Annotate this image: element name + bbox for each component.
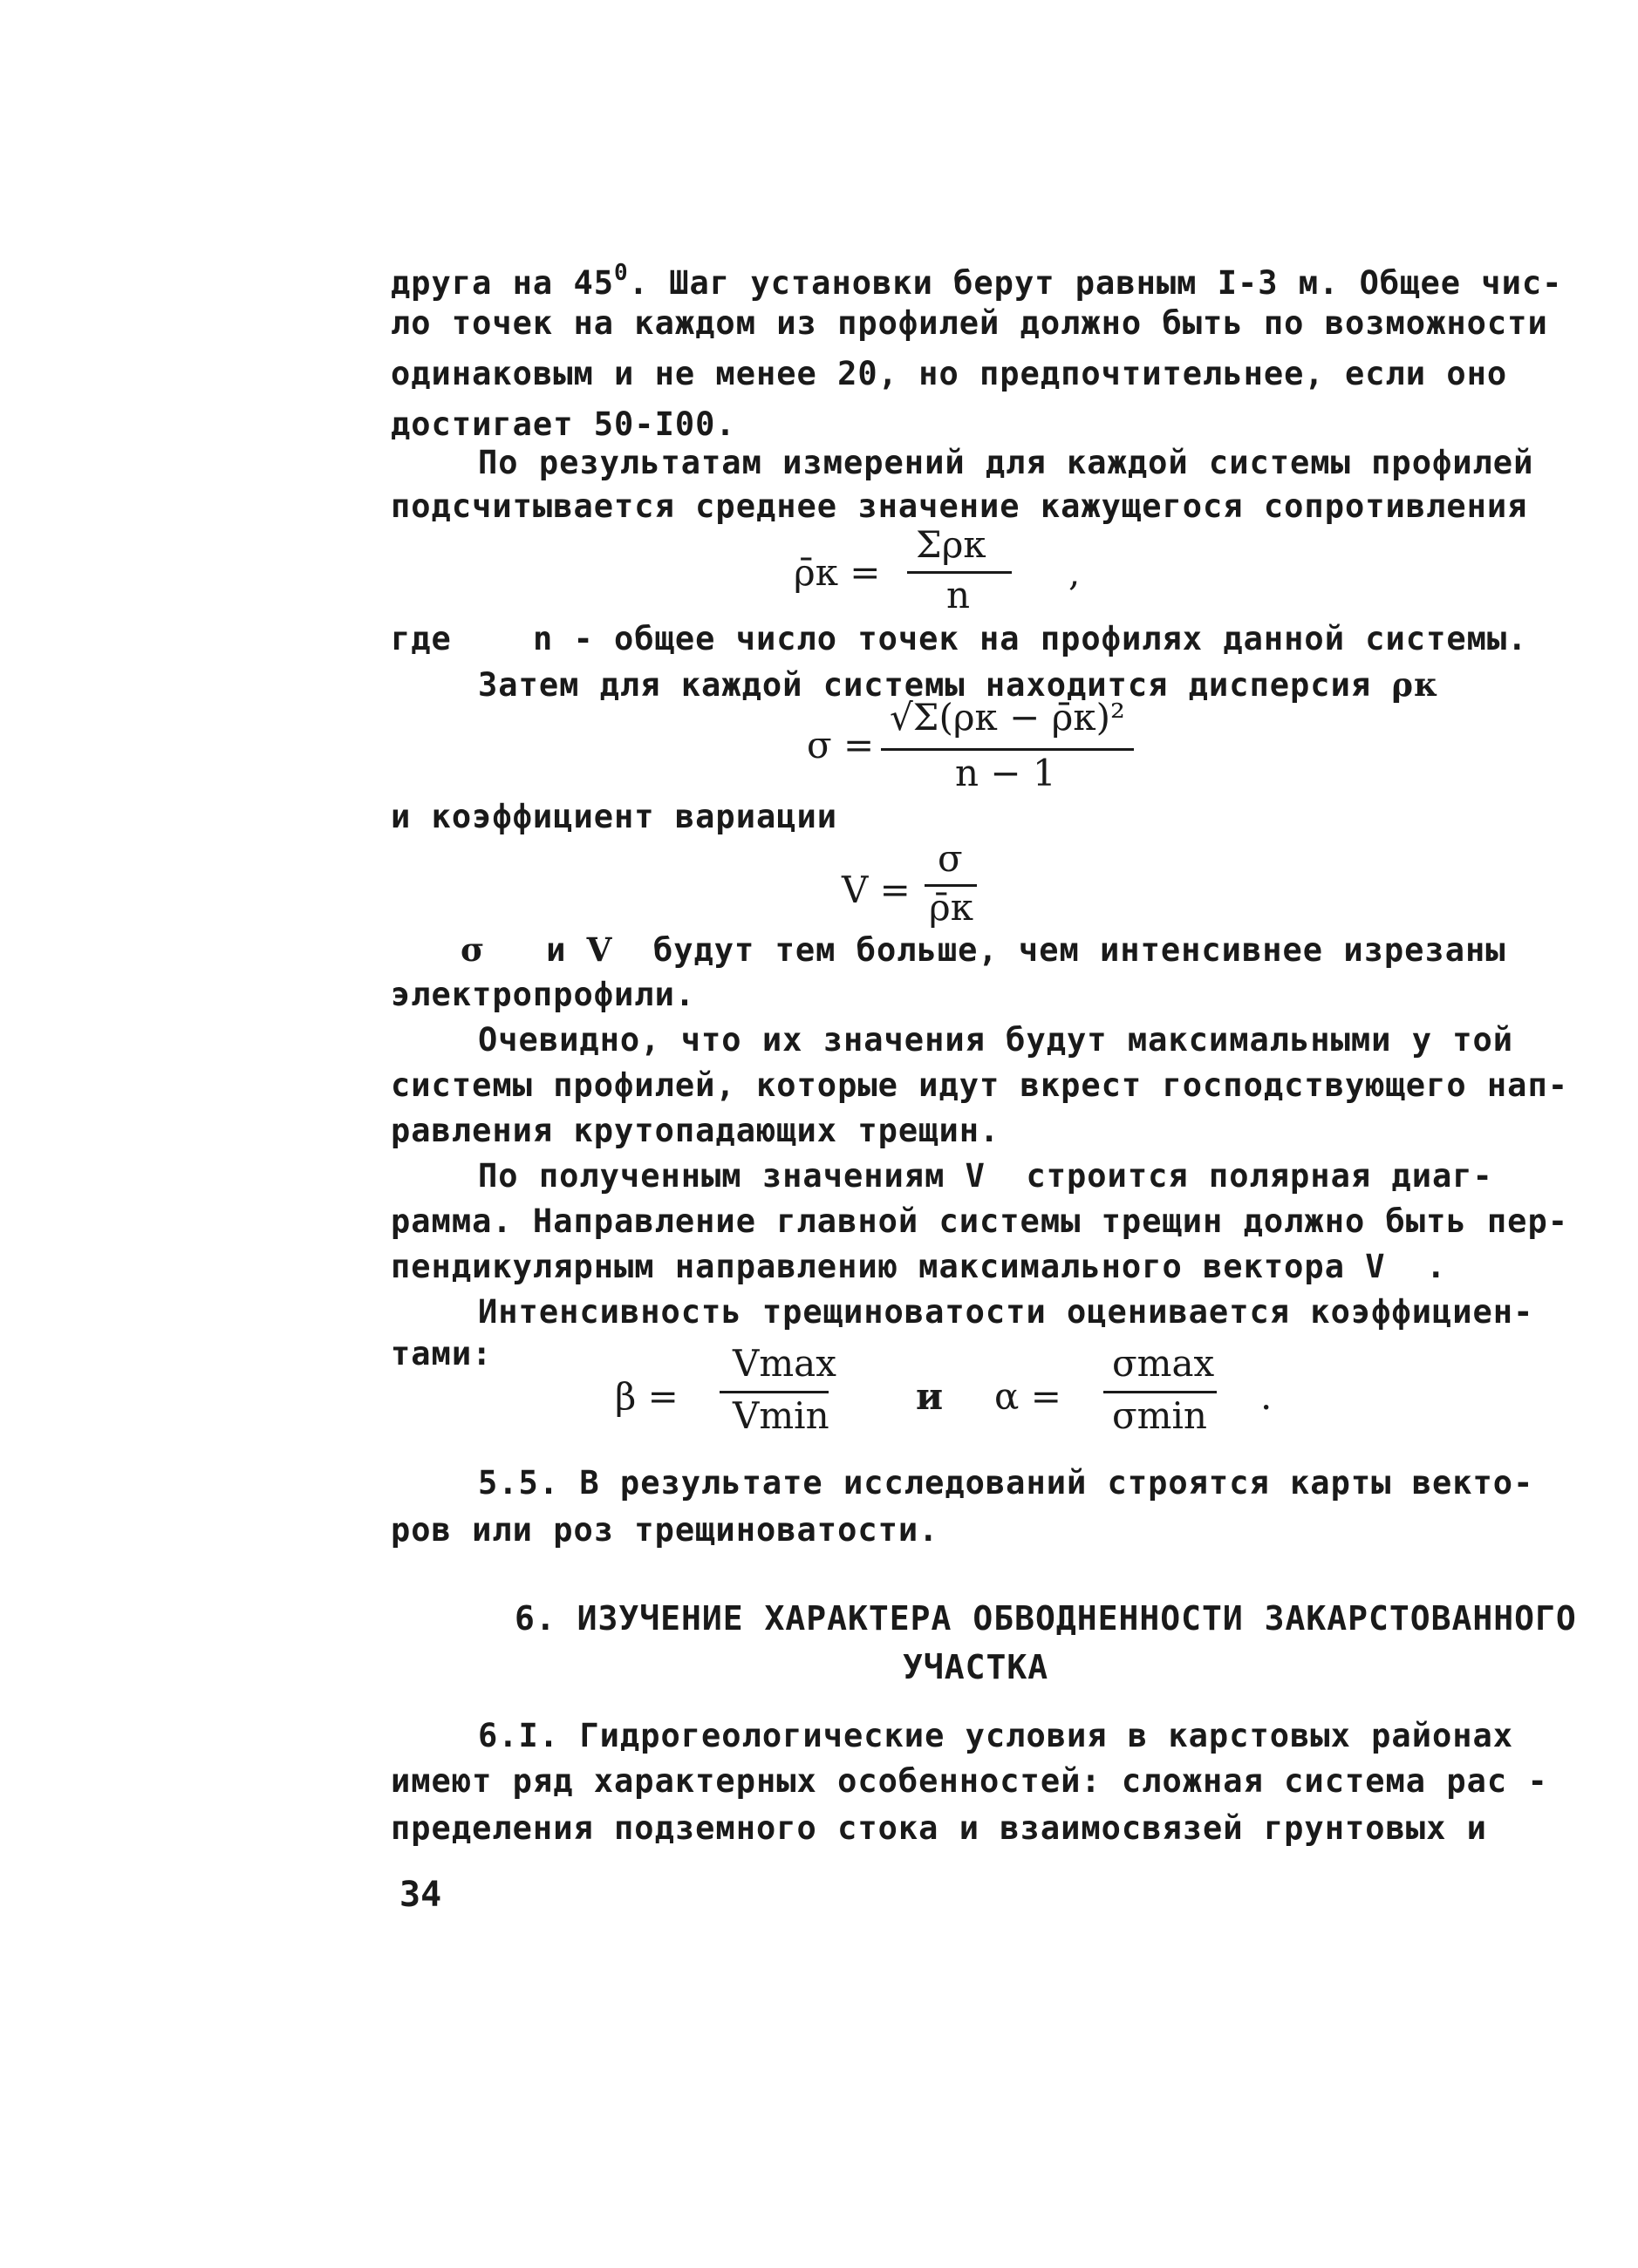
formula-conjunction: и — [916, 1375, 944, 1418]
text-line: подсчитывается среднее значение кажущегося сопротивления — [391, 487, 1528, 525]
text-line: системы профилей, которые идут вкрест господствующего нап- — [391, 1066, 1569, 1104]
formula-beta-denominator: Vmin — [733, 1394, 829, 1437]
formula-alpha-denominator: σmin — [1112, 1394, 1207, 1437]
text-line: Интенсивность трещиноватости оценивается коэффициен- — [478, 1293, 1534, 1331]
fraction-bar — [720, 1391, 829, 1393]
formula-numerator: σ — [938, 837, 963, 880]
formula-variation — [837, 835, 1047, 940]
text-line: 5.5. В результате исследований строятся карты векто- — [478, 1464, 1534, 1502]
formula-mean-resistivity — [785, 523, 1134, 619]
formula-lhs: V = — [842, 868, 911, 911]
text-line: тами: — [391, 1335, 493, 1372]
fraction-bar — [881, 748, 1134, 751]
formula-numerator: √Σ(ρк − ρ̄к)² — [890, 696, 1125, 739]
formula-period: . — [1260, 1375, 1273, 1418]
text-line: пендикулярным направлению максимального вектора V . — [391, 1248, 1447, 1285]
formula-alpha-numerator: σmax — [1112, 1342, 1215, 1385]
formula-denominator: n − 1 — [955, 752, 1056, 794]
formula-lhs: σ = — [807, 724, 875, 766]
formula-lhs: ρ̄к = — [794, 551, 881, 594]
page-number: 34 — [399, 1875, 442, 1915]
formula-dispersion — [802, 691, 1151, 795]
text-line: Очевидно, что их значения будут максимальными у той — [478, 1021, 1514, 1059]
text-line: ров или роз трещиноватости. — [391, 1511, 939, 1549]
text-line: По результатам измерений для каждой системы профилей — [478, 444, 1534, 481]
text-line: одинаковым и не менее 20, но предпочтительнее, если оно — [391, 355, 1508, 392]
formula-denominator: ρ̄к — [929, 886, 973, 929]
formula-beta-numerator: Vmax — [733, 1342, 836, 1385]
formula-comma: , — [1068, 551, 1081, 594]
text-line: достигает 50-I00. — [391, 405, 736, 443]
text-line: имеют ряд характерных особенностей: сложная система рас - — [391, 1762, 1548, 1800]
text-line: 6.I. Гидрогеологические условия в карстовых районах — [478, 1717, 1514, 1754]
formula-numerator: Σρк — [916, 523, 986, 566]
formula-denominator: n — [946, 574, 971, 616]
formula-intensity-coefficients — [611, 1338, 1308, 1452]
formula-beta-lhs: β = — [615, 1375, 679, 1418]
text-line: и коэффициент вариации — [391, 798, 838, 835]
text-line: равления крутопадающих трещин. — [391, 1112, 1000, 1149]
section-heading: 6. ИЗУЧЕНИЕ ХАРАКТЕРА ОБВОДНЕННОСТИ ЗАКАРСТОВАННОГО — [515, 1599, 1577, 1638]
text-line: электропрофили. — [391, 976, 696, 1013]
formula-alpha-lhs: α = — [994, 1375, 1061, 1418]
text-line: По полученным значениям V строится полярная диаг- — [478, 1157, 1493, 1195]
text-line: пределения подземного стока и взаимосвязей грунтовых и — [391, 1809, 1487, 1847]
text-line: ло точек на каждом из профилей должно быть по возможности — [391, 304, 1548, 342]
text-line: друга на $45^0$. Шаг установки берут равным I-3 м. Общее чис- — [391, 260, 1563, 302]
fraction-bar — [1103, 1391, 1217, 1393]
text-line: где n - общее число точек на профилях данной системы. — [391, 620, 1528, 657]
section-heading-continued: УЧАСТКА — [903, 1648, 1049, 1686]
text-line: σ и V будут тем больше, чем интенсивнее изрезаны — [461, 930, 1506, 969]
text-line: Затем для каждой системы находится дисперсия ρк — [478, 665, 1438, 704]
text-line: рамма. Направление главной системы трещин должно быть пер- — [391, 1202, 1569, 1240]
